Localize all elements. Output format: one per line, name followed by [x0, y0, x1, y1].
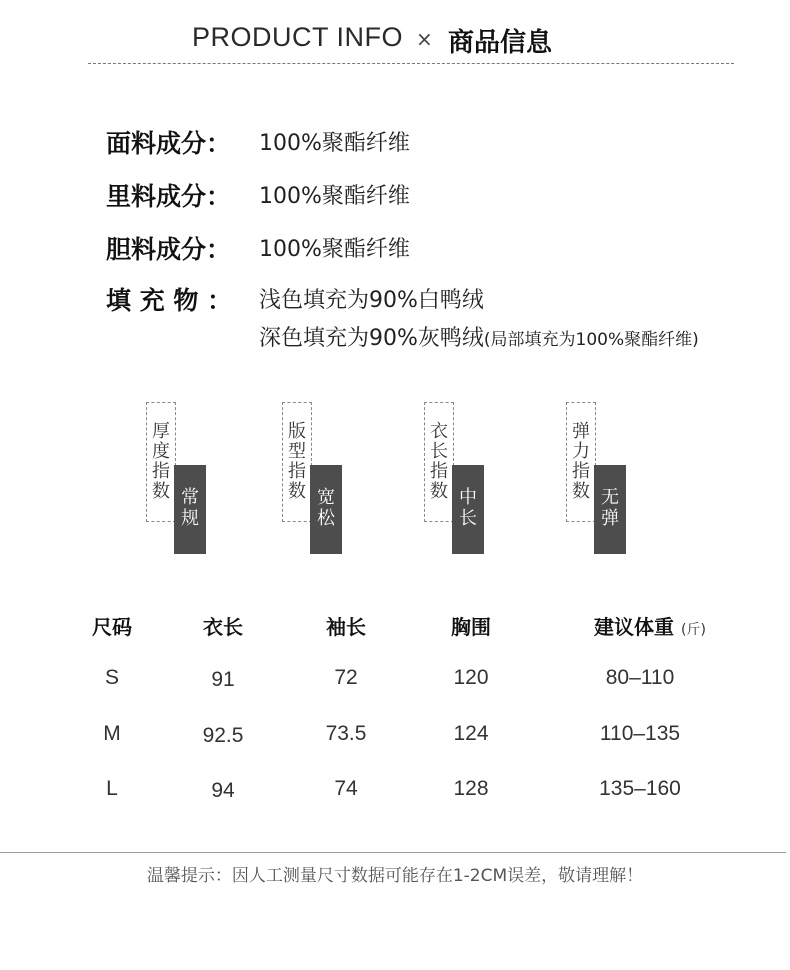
index-elasticity	[566, 402, 630, 554]
table-cell: 72	[334, 666, 358, 689]
table-cell: 74	[334, 777, 358, 800]
table-header-weight	[570, 611, 730, 640]
spec-label: 填 充 物 ：	[106, 286, 233, 315]
index-value: 无弹	[601, 487, 619, 529]
table-cell: 128	[453, 777, 489, 800]
title-english: PRODUCT INFO	[192, 22, 404, 52]
index-value-box	[452, 465, 484, 554]
table-header-weight-label: 建议体重	[594, 615, 675, 639]
table-header-size: 尺码	[92, 615, 132, 639]
index-label: 衣长指数	[430, 421, 448, 502]
spec-value: 100%聚酯纤维	[259, 184, 410, 209]
title-separator: ×	[416, 27, 433, 51]
table-cell: 110–135	[599, 722, 681, 745]
table-cell: 80–110	[605, 666, 675, 689]
index-length	[424, 402, 488, 554]
index-value: 宽松	[317, 487, 335, 529]
index-label: 版型指数	[288, 421, 306, 502]
spec-label: 胆料成分：	[106, 235, 232, 264]
table-cell: L	[106, 777, 118, 800]
index-value: 常规	[181, 487, 199, 529]
index-thickness	[146, 402, 210, 554]
spec-value: 100%聚酯纤维	[259, 237, 410, 262]
footer-note: 温馨提示：因人工测量尺寸数据可能存在1-2CM误差，敬请理解！	[146, 866, 644, 886]
title-chinese: 商品信息	[448, 28, 553, 58]
table-header-sleeve: 袖长	[326, 615, 366, 639]
spec-label: 面料成分：	[106, 129, 232, 158]
spec-value-dark: 深色填充为90%灰鸭绒	[259, 326, 484, 351]
index-value-box	[310, 465, 342, 554]
weight-unit: (斤)	[681, 622, 706, 638]
index-label: 厚度指数	[152, 421, 170, 502]
table-header-length: 衣长	[203, 615, 243, 639]
table-cell: 124	[453, 722, 489, 745]
table-header-chest: 胸围	[451, 615, 491, 639]
table-cell: 94	[211, 779, 235, 802]
index-label: 弹力指数	[572, 421, 590, 502]
spec-note: (局部填充为100%聚酯纤维)	[483, 330, 699, 350]
table-cell: 91	[211, 668, 235, 691]
index-value-box	[594, 465, 626, 554]
spec-label: 里料成分：	[106, 182, 232, 211]
spec-value: 100%聚酯纤维	[259, 131, 410, 156]
index-value: 中长	[459, 487, 477, 529]
table-cell: 92.5	[202, 724, 244, 747]
spec-value-secondary	[259, 321, 699, 352]
page-header	[0, 20, 790, 60]
index-value-box	[174, 465, 206, 554]
table-cell: 120	[453, 666, 489, 689]
spec-value: 浅色填充为90%白鸭绒	[259, 288, 484, 313]
header-divider	[88, 63, 734, 64]
table-cell: 73.5	[325, 722, 367, 745]
table-cell: S	[104, 666, 119, 689]
table-cell: 135–160	[599, 777, 681, 800]
index-fit	[282, 402, 346, 554]
footer-divider	[0, 852, 786, 853]
table-cell: M	[103, 722, 121, 745]
